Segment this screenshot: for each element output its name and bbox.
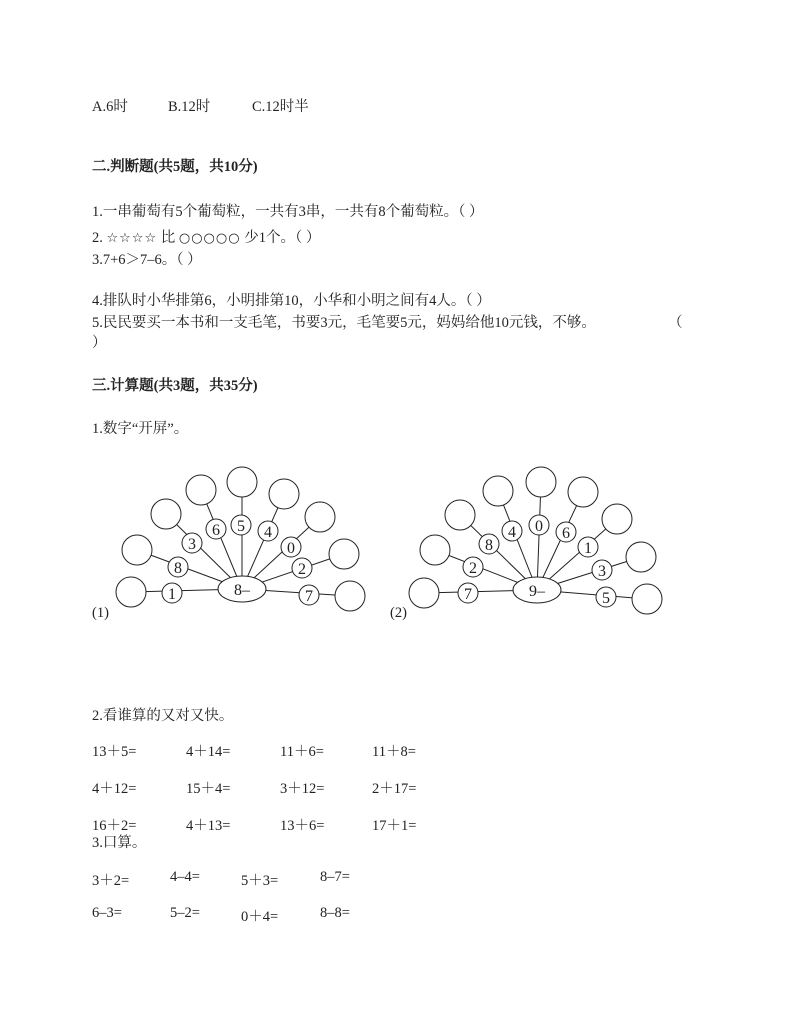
calc-question-1-title: 1.数字“开屏”。: [92, 421, 189, 437]
fan-2-spoke-4: [498, 491, 537, 590]
judge-question-5-paren-close: ）: [92, 335, 107, 351]
section3-heading: 三.计算题(共3题，共35分): [92, 378, 258, 394]
calc-item-r2-c4: 2＋17=: [372, 781, 417, 797]
mental-calc-item-r2-c1: 6–3=: [92, 905, 122, 921]
fan-2-answer-circle-8[interactable]: [626, 542, 656, 572]
fan-1-answer-circle-7[interactable]: [305, 502, 335, 532]
judge-question-1: 1.一串葡萄有5个葡萄粒，一共有3串，一共有8个葡萄粒。（ ）: [92, 204, 484, 220]
fan-1-answer-circle-3[interactable]: [151, 499, 181, 529]
calc-item-r1-c3: 11＋6=: [280, 744, 324, 760]
judge-question-4: 4.排队时小华排第6，小明排第10，小华和小明之间有4人。（ ）: [92, 293, 491, 309]
mental-calc-item-r2-c2: 5–2=: [170, 905, 200, 921]
judge-question-5: 5.民民要买一本书和一支毛笔，书要3元，毛笔要5元，妈妈给他10元钱，不够。: [92, 315, 596, 331]
fan-1-answer-circle-6[interactable]: [269, 479, 299, 509]
fan-2-number-1: 7: [464, 586, 472, 603]
fan-2-number-5: 0: [535, 518, 543, 535]
star-icons: ☆☆☆☆: [106, 231, 158, 246]
section2-heading: 二.判断题(共5题，共10分): [92, 159, 258, 175]
calc-item-r1-c2: 4＋14=: [186, 744, 231, 760]
calc-item-r3-c1: 16＋2=: [92, 818, 137, 834]
fan-2-spoke-5: [537, 482, 541, 590]
calc-item-r2-c3: 3＋12=: [280, 781, 325, 797]
fan-1-label: (1): [92, 605, 109, 621]
fan-2-answer-circle-1[interactable]: [409, 578, 439, 608]
fan-1-answer-circle-2[interactable]: [122, 535, 152, 565]
fan-1-answer-circle-9[interactable]: [335, 581, 365, 611]
fan-2-spoke-6: [537, 492, 583, 590]
calc-item-r3-c3: 13＋6=: [280, 818, 325, 834]
fan-2-answer-circle-7[interactable]: [602, 504, 632, 534]
fan-2-answer-circle-3[interactable]: [445, 500, 475, 530]
calc-item-r2-c1: 4＋12=: [92, 781, 137, 797]
option-b: B.12时: [168, 99, 211, 115]
fan-1-number-3: 3: [188, 536, 196, 553]
judge-question-2: [92, 229, 320, 248]
fan-2-number-4: 4: [508, 524, 516, 541]
mental-calc-item-r1-c2: 4–4=: [170, 869, 200, 885]
fan-2-number-7: 1: [584, 540, 592, 557]
fan-2-answer-circle-4[interactable]: [483, 476, 513, 506]
calc-question-2-title: 2.看谁算的又对又快。: [92, 708, 234, 724]
fan-2-answer-circle-5[interactable]: [526, 467, 556, 497]
mental-calc-item-r1-c1: 3＋2=: [92, 873, 130, 889]
fan-1-number-8: 2: [298, 561, 306, 578]
number-fan-1: [116, 467, 365, 611]
option-c: C.12时半: [252, 99, 309, 115]
fan-1-center-label: 8–: [234, 582, 250, 599]
mental-calc-item-r1-c3: 5＋3=: [241, 873, 279, 889]
calc-item-r3-c2: 4＋13=: [186, 818, 231, 834]
judge-question-2-suffix: 少1个。（ ）: [244, 230, 321, 246]
calc-item-r1-c1: 13＋5=: [92, 744, 137, 760]
judge-question-5-paren: （: [668, 315, 683, 331]
fan-2-answer-circle-6[interactable]: [568, 477, 598, 507]
fan-2-number-9: 5: [602, 590, 610, 607]
fan-1-number-5: 5: [237, 518, 245, 535]
fan-2-number-8: 3: [598, 563, 606, 580]
fan-2-label: (2): [390, 605, 407, 621]
fan-1-answer-circle-5[interactable]: [227, 467, 257, 497]
fan-1-spoke-6: [242, 494, 284, 589]
fan-1-number-2: 8: [174, 560, 182, 577]
fan-1-number-1: 1: [168, 586, 176, 603]
fan-1-number-9: 7: [305, 588, 313, 605]
calc-question-3-title: 3.口算。: [92, 835, 147, 851]
calc-item-r3-c4: 17＋1=: [372, 818, 417, 834]
fan-2-answer-circle-2[interactable]: [420, 535, 450, 565]
number-fan-2: [409, 467, 662, 614]
fan-1-number-7: 0: [287, 540, 295, 557]
judge-question-3: 3.7+6＞7–6。（ ）: [92, 252, 202, 268]
fan-1-number-6: 4: [264, 524, 272, 541]
fan-1-answer-circle-4[interactable]: [186, 475, 216, 505]
mental-calc-item-r2-c3: 0＋4=: [241, 909, 279, 925]
calc-item-r2-c2: 15＋4=: [186, 781, 231, 797]
fan-2-number-3: 8: [485, 537, 493, 554]
fan-2-number-2: 2: [469, 560, 477, 577]
mental-calc-item-r1-c4: 8–7=: [320, 869, 350, 885]
mental-calc-item-r2-c4: 8–8=: [320, 905, 350, 921]
judge-question-2-compare: 比: [160, 230, 176, 246]
judge-question-2-number: 2.: [92, 230, 103, 246]
calc-item-r1-c4: 11＋8=: [372, 744, 416, 760]
fan-1-number-4: 6: [212, 522, 220, 539]
fan-1-spoke-4: [201, 490, 242, 589]
fan-2-number-6: 6: [562, 525, 570, 542]
fan-2-center-label: 9–: [529, 583, 545, 600]
option-a: A.6时: [92, 99, 128, 115]
fan-2-answer-circle-9[interactable]: [632, 584, 662, 614]
circle-icons: ○○○○○: [178, 231, 241, 246]
fan-1-answer-circle-8[interactable]: [329, 539, 359, 569]
fan-1-answer-circle-1[interactable]: [116, 577, 146, 607]
